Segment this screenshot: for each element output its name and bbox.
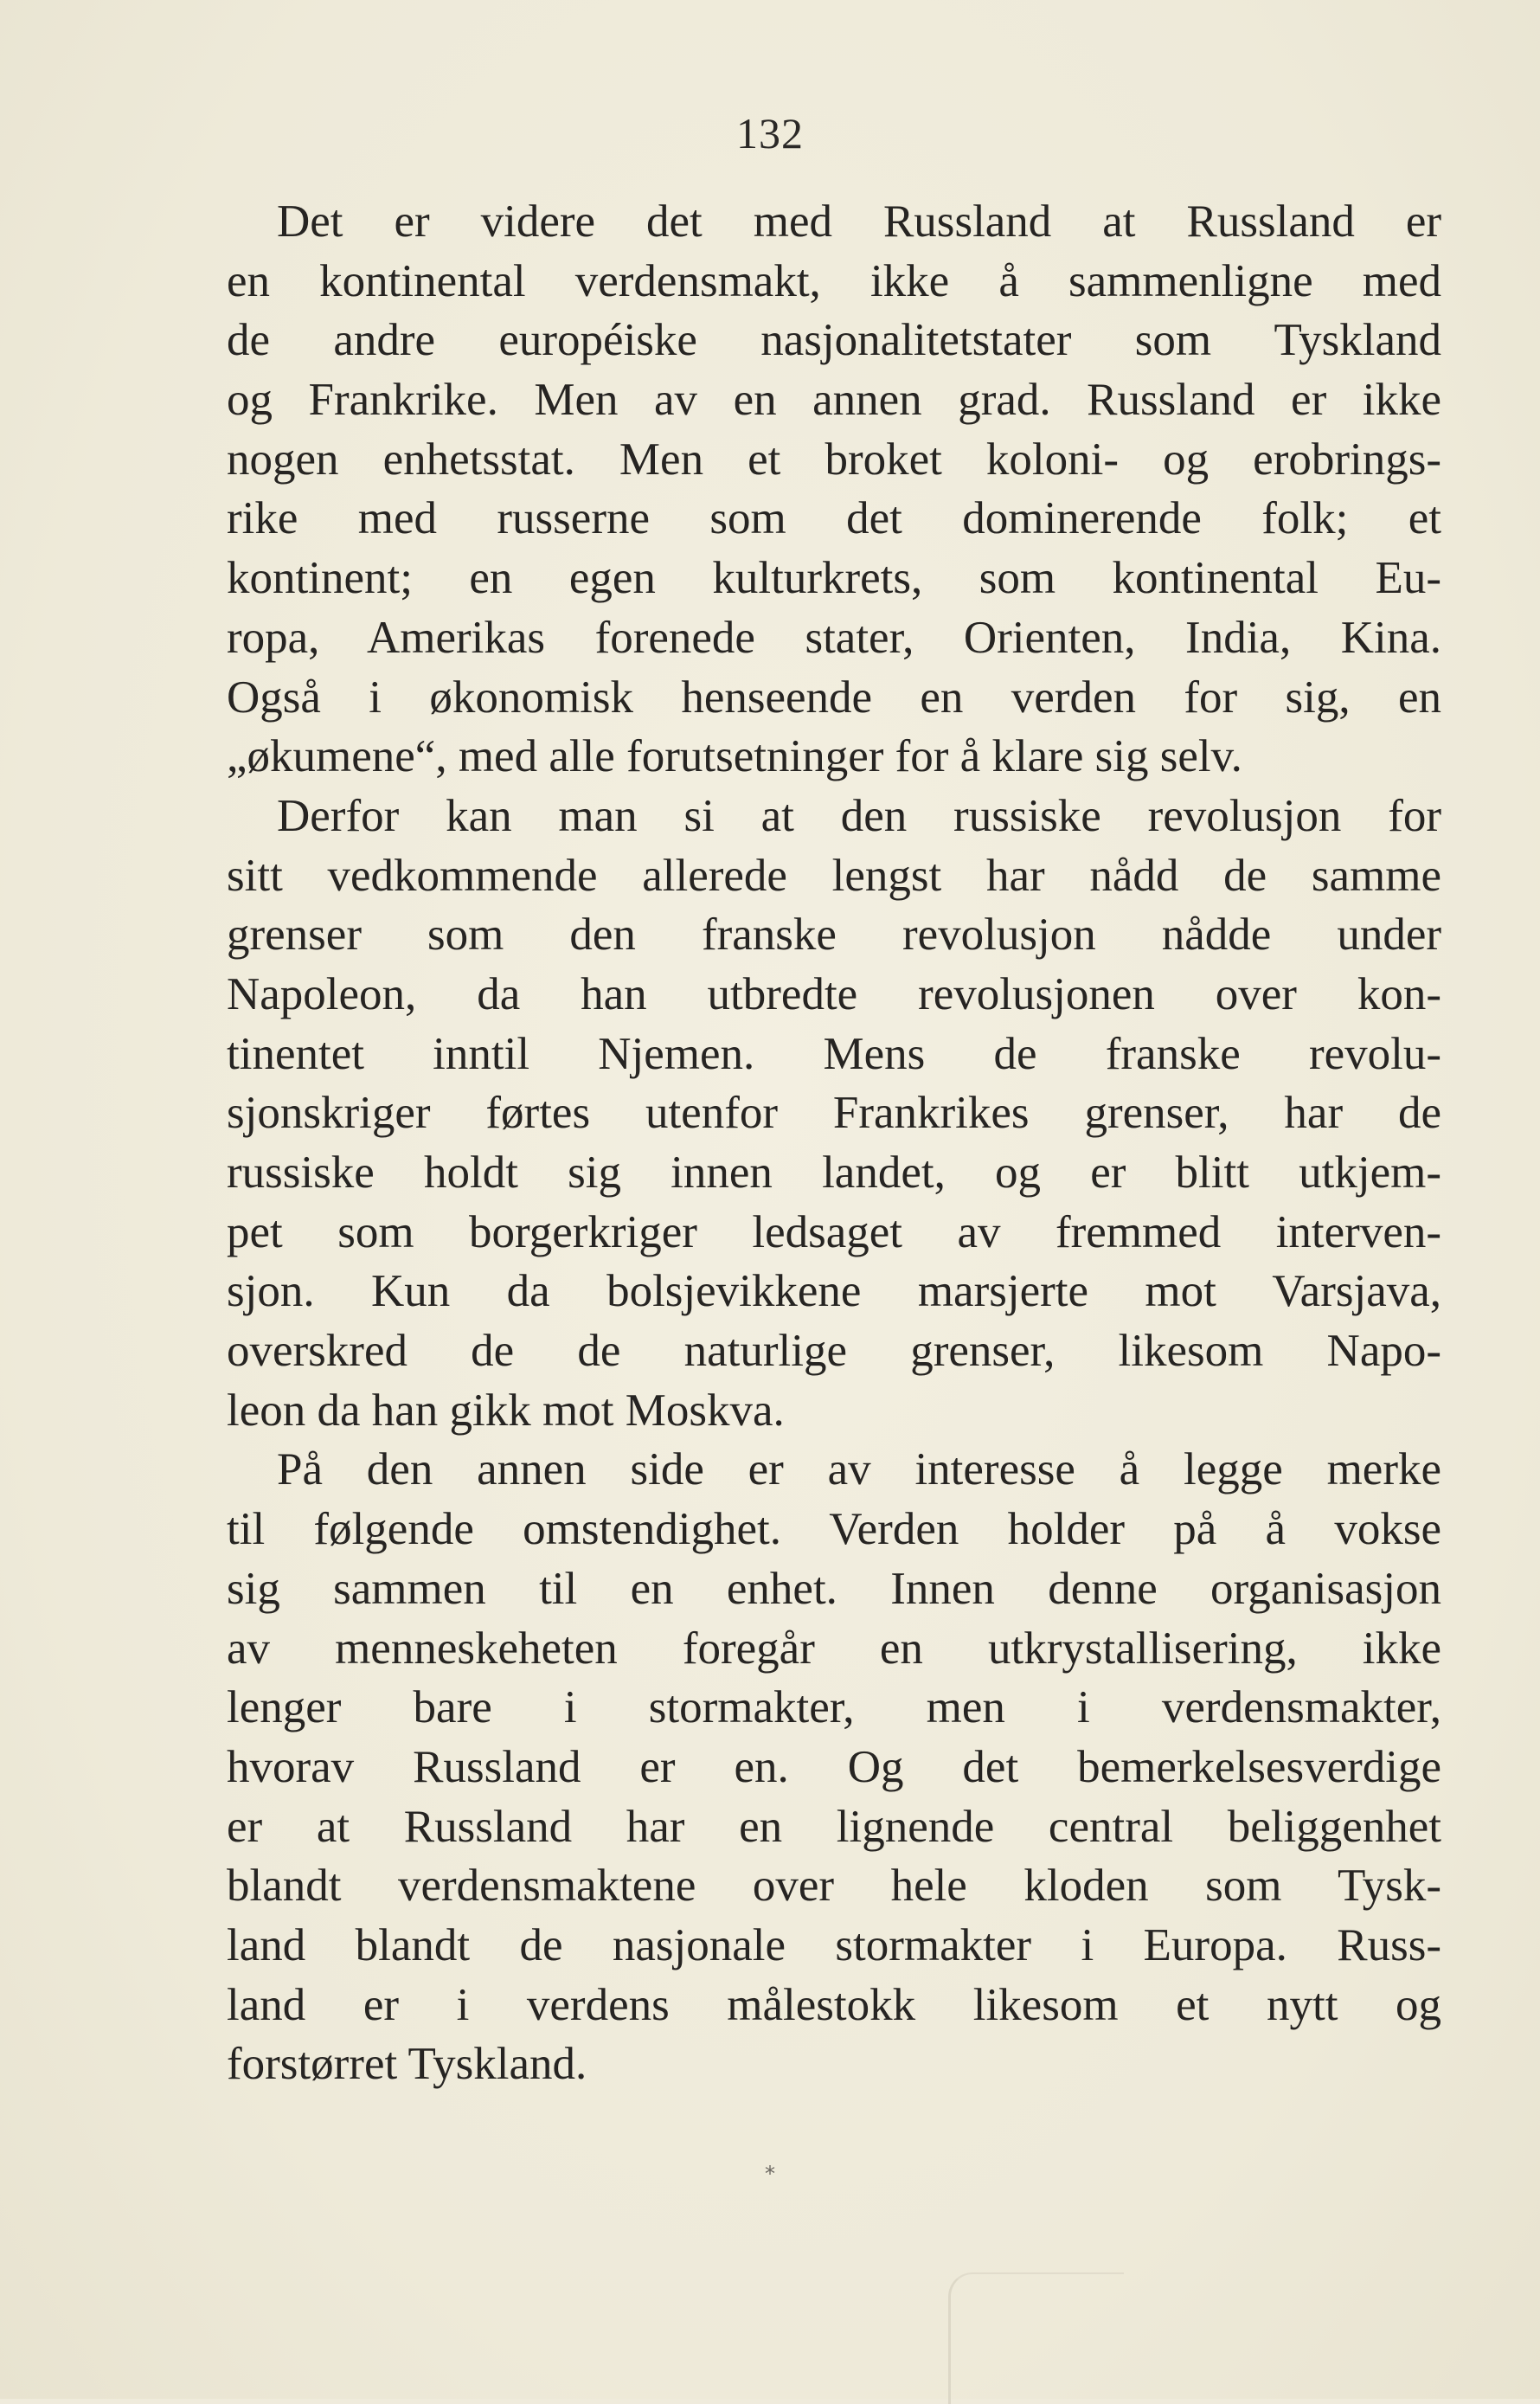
text-line: Det er videre det med Russland at Russland er xyxy=(277,196,1441,247)
text-line: leon da han gikk mot Moskva. xyxy=(227,1385,785,1436)
text-line: en kontinental verdensmakt, ikke å sammenligne med xyxy=(227,255,1441,306)
text-line: sjon. Kun da bolsjevikkene marsjerte mot Varsjava, xyxy=(227,1266,1441,1317)
text-line: tinentet inntil Njemen. Mens de franske revolu- xyxy=(227,1028,1441,1079)
text-line: sig sammen til en enhet. Innen denne organisasjon xyxy=(227,1563,1441,1614)
paper-crease-mark xyxy=(948,2272,1124,2404)
text-line: hvorav Russland er en. Og det bemerkelsesverdige xyxy=(227,1741,1441,1792)
text-line: Napoleon, da han utbredte revolusjonen over kon- xyxy=(227,968,1441,1019)
text-line: er at Russland har en lignende central beliggenhet xyxy=(227,1801,1441,1852)
text-line: de andre européiske nasjonalitetstater som Tyskland xyxy=(227,315,1441,366)
text-line: „økumene“, med alle forutsetninger for å klare sig selv. xyxy=(227,731,1242,782)
text-line: Også i økonomisk henseende en verden for sig, en xyxy=(227,672,1441,723)
section-break-ornament: * xyxy=(765,2162,775,2186)
text-line: pet som borgerkriger ledsaget av fremmed interven- xyxy=(227,1206,1441,1257)
text-line: sitt vedkommende allerede lengst har nådd de samme xyxy=(227,850,1441,901)
text-line: lenger bare i stormakter, men i verdensmakter, xyxy=(227,1682,1441,1733)
text-line: blandt verdensmaktene over hele kloden som Tysk- xyxy=(227,1861,1441,1912)
text-line: rike med russerne som det dominerende folk; et xyxy=(227,493,1441,544)
text-line: av menneskeheten foregår en utkrystallisering, ikke xyxy=(227,1623,1441,1674)
text-line: og Frankrike. Men av en annen grad. Russland er ikke xyxy=(227,375,1441,426)
text-line: kontinent; en egen kulturkrets, som kontinental Eu- xyxy=(227,553,1441,604)
text-line: russiske holdt sig innen landet, og er blitt utkjem- xyxy=(227,1147,1441,1198)
text-line: til følgende omstendighet. Verden holder på å vokse xyxy=(227,1504,1441,1555)
text-line: sjonskriger førtes utenfor Frankrikes grenser, har de xyxy=(227,1088,1441,1139)
text-line: land blandt de nasjonale stormakter i Europa. Russ- xyxy=(227,1919,1441,1970)
text-line: grenser som den franske revolusjon nådde under xyxy=(227,910,1441,961)
text-line: Derfor kan man si at den russiske revolusjon for xyxy=(277,790,1441,841)
text-line: land er i verdens målestokk likesom et nytt og xyxy=(227,1979,1441,2030)
page-number: 132 xyxy=(736,109,804,157)
text-line: På den annen side er av interesse å legge merke xyxy=(277,1444,1441,1495)
body-text xyxy=(227,192,1441,2094)
text-line: ropa, Amerikas forenede stater, Orienten, India, Kina. xyxy=(227,612,1441,663)
text-line: forstørret Tyskland. xyxy=(227,2039,587,2090)
text-line: overskred de de naturlige grenser, likesom Napo- xyxy=(227,1326,1441,1377)
text-line: nogen enhetsstat. Men et broket koloni- og erobrings- xyxy=(227,434,1441,485)
